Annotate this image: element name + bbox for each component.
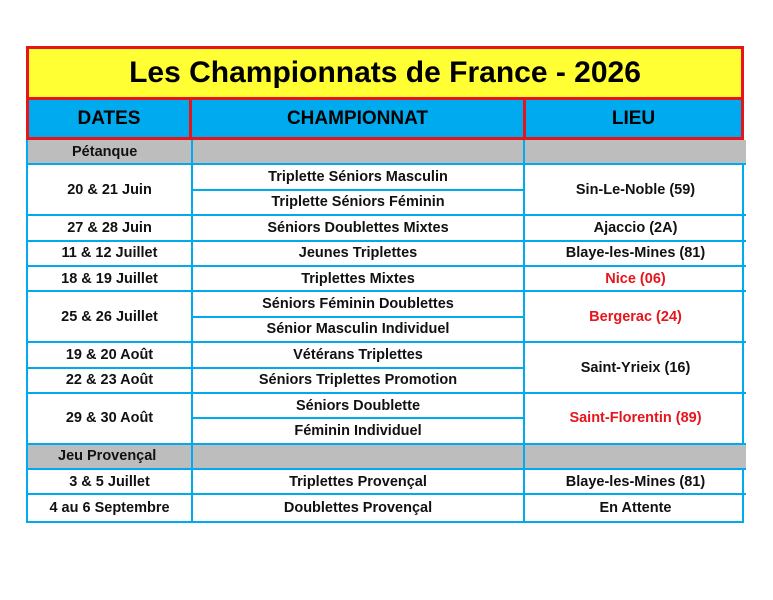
- section-filler: [191, 140, 525, 165]
- section-label-petanque: Pétanque: [28, 140, 191, 165]
- table-body: [26, 140, 744, 523]
- table-cell-championnat: Sénior Masculin Individuel: [191, 318, 525, 343]
- table-cell-dates: 20 & 21 Juin: [28, 165, 191, 216]
- table-cell-championnat: Jeunes Triplettes: [191, 242, 525, 267]
- section-label-jeu-provencal: Jeu Provençal: [28, 445, 191, 470]
- section-filler: [525, 445, 746, 470]
- table-cell-dates: 18 & 19 Juillet: [28, 267, 191, 292]
- header-dates: DATES: [26, 100, 189, 140]
- table-cell-championnat: Triplettes Provençal: [191, 470, 525, 495]
- table-cell-lieu: Bergerac (24): [525, 292, 746, 343]
- table-cell-championnat: Séniors Féminin Doublettes: [191, 292, 525, 317]
- header-championnat: CHAMPIONNAT: [189, 100, 523, 140]
- table-cell-championnat: Séniors Doublette: [191, 394, 525, 419]
- page-title: Les Championnats de France - 2026: [26, 46, 744, 100]
- table-cell-championnat: Doublettes Provençal: [191, 495, 525, 520]
- table-cell-dates: 11 & 12 Juillet: [28, 242, 191, 267]
- table-cell-lieu: En Attente: [599, 500, 672, 517]
- table-cell-dates: 3 & 5 Juillet: [28, 470, 191, 495]
- table-cell-dates: 29 & 30 Août: [28, 394, 191, 445]
- section-filler: [191, 445, 525, 470]
- table-cell-championnat: Séniors Triplettes Promotion: [191, 369, 525, 394]
- table-cell-dates: 27 & 28 Juin: [28, 216, 191, 241]
- table-cell-dates: 22 & 23 Août: [28, 369, 191, 394]
- section-filler: [525, 140, 746, 165]
- table-cell-lieu: Saint-Yrieix (16): [525, 343, 746, 394]
- table-cell-championnat: Triplette Séniors Masculin: [191, 165, 525, 190]
- table-cell-championnat: Triplettes Mixtes: [191, 267, 525, 292]
- championship-table: [26, 46, 744, 523]
- table-cell-dates: 25 & 26 Juillet: [28, 292, 191, 343]
- header-lieu: LIEU: [523, 100, 744, 140]
- table-cell-championnat: Séniors Doublettes Mixtes: [191, 216, 525, 241]
- table-cell-championnat: Triplette Séniors Féminin: [191, 191, 525, 216]
- table-cell-dates: 19 & 20 Août: [28, 343, 191, 368]
- table-cell-lieu: Sin-Le-Noble (59): [525, 165, 746, 216]
- table-cell-lieu: Blaye-les-Mines (81): [525, 470, 746, 495]
- table-cell-championnat: Féminin Individuel: [191, 419, 525, 444]
- table-cell-lieu: Nice (06): [525, 267, 746, 292]
- table-cell-lieu: Blaye-les-Mines (81): [525, 242, 746, 267]
- table-cell-championnat: Vétérans Triplettes: [191, 343, 525, 368]
- table-cell-dates: 4 au 6 Septembre: [49, 500, 170, 517]
- table-header: [26, 100, 744, 140]
- table-cell-lieu: Saint-Florentin (89): [525, 394, 746, 445]
- table-cell-lieu: Ajaccio (2A): [525, 216, 746, 241]
